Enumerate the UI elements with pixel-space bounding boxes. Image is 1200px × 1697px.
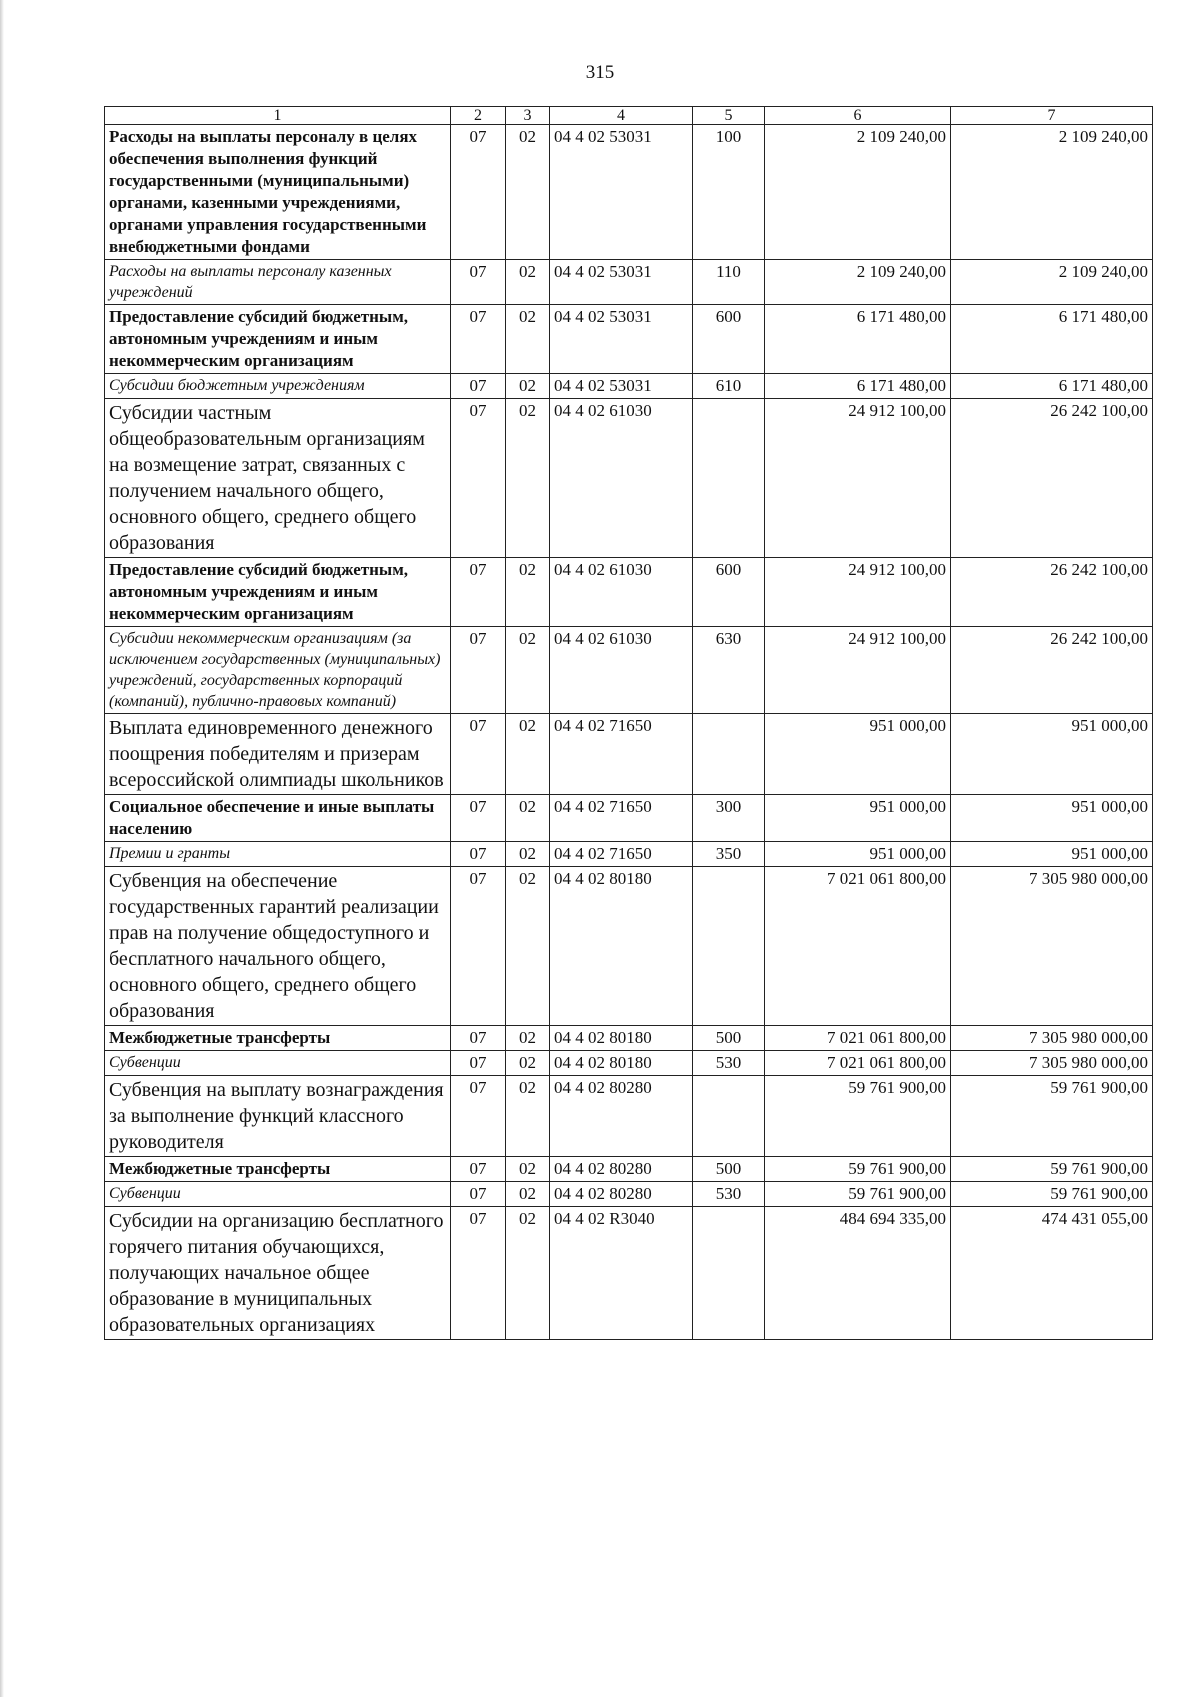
- table-row: [105, 260, 1153, 305]
- amount-year2-cell: 2 109 240,00: [951, 260, 1153, 305]
- target-article-cell: 04 4 02 71650: [550, 714, 693, 795]
- subsection-code-cell: 02: [506, 374, 550, 399]
- amount-year2-cell: 7 305 980 000,00: [951, 1051, 1153, 1076]
- subsection-code-cell: 02: [506, 867, 550, 1026]
- subsection-code-cell: 02: [506, 1182, 550, 1207]
- row-name-cell: Субсидии бюджетным учреждениям: [105, 374, 451, 399]
- section-code-cell: 07: [451, 399, 506, 558]
- budget-table: [104, 106, 1153, 1340]
- expense-type-cell: 530: [693, 1051, 765, 1076]
- subsection-code-cell: 02: [506, 1207, 550, 1340]
- section-code-cell: 07: [451, 125, 506, 260]
- expense-type-cell: 630: [693, 627, 765, 714]
- table-row: [105, 1157, 1153, 1182]
- amount-year2-cell: 2 109 240,00: [951, 125, 1153, 260]
- expense-type-cell: [693, 1076, 765, 1157]
- amount-year1-cell: 6 171 480,00: [765, 374, 951, 399]
- row-name-cell: Предоставление субсидий бюджетным, автономным учреждениям и иным некоммерческим организациям: [105, 558, 451, 627]
- table-row: [105, 867, 1153, 1026]
- subsection-code-cell: 02: [506, 1157, 550, 1182]
- section-code-cell: 07: [451, 260, 506, 305]
- row-name-cell: Предоставление субсидий бюджетным, автономным учреждениям и иным некоммерческим организациям: [105, 305, 451, 374]
- subsection-code-cell: 02: [506, 399, 550, 558]
- header-cell: 7: [951, 107, 1153, 125]
- target-article-cell: 04 4 02 71650: [550, 842, 693, 867]
- expense-type-cell: [693, 399, 765, 558]
- section-code-cell: 07: [451, 795, 506, 842]
- target-article-cell: 04 4 02 80180: [550, 1051, 693, 1076]
- row-name-cell: Субвенции: [105, 1051, 451, 1076]
- table-row: [105, 1026, 1153, 1051]
- amount-year2-cell: 59 761 900,00: [951, 1182, 1153, 1207]
- section-code-cell: 07: [451, 627, 506, 714]
- expense-type-cell: 500: [693, 1026, 765, 1051]
- table-row: [105, 305, 1153, 374]
- target-article-cell: 04 4 02 61030: [550, 627, 693, 714]
- header-cell: 5: [693, 107, 765, 125]
- target-article-cell: 04 4 02 80280: [550, 1076, 693, 1157]
- expense-type-cell: 530: [693, 1182, 765, 1207]
- column-number-header-row: [105, 107, 1153, 125]
- subsection-code-cell: 02: [506, 1076, 550, 1157]
- section-code-cell: 07: [451, 867, 506, 1026]
- section-code-cell: 07: [451, 1051, 506, 1076]
- section-code-cell: 07: [451, 558, 506, 627]
- section-code-cell: 07: [451, 1076, 506, 1157]
- section-code-cell: 07: [451, 842, 506, 867]
- subsection-code-cell: 02: [506, 627, 550, 714]
- target-article-cell: 04 4 02 80280: [550, 1182, 693, 1207]
- amount-year1-cell: 7 021 061 800,00: [765, 1051, 951, 1076]
- header-cell: 1: [105, 107, 451, 125]
- target-article-cell: 04 4 02 61030: [550, 399, 693, 558]
- row-name-cell: Субвенция на обеспечение государственных гарантий реализации прав на получение общедоступного и бесплатного начального общего, основного общего, среднего общего образования: [105, 867, 451, 1026]
- expense-type-cell: 600: [693, 305, 765, 374]
- amount-year2-cell: 6 171 480,00: [951, 374, 1153, 399]
- header-cell: 3: [506, 107, 550, 125]
- header-cell: 4: [550, 107, 693, 125]
- row-name-cell: Расходы на выплаты персоналу казенных учреждений: [105, 260, 451, 305]
- subsection-code-cell: 02: [506, 125, 550, 260]
- amount-year2-cell: 6 171 480,00: [951, 305, 1153, 374]
- target-article-cell: 04 4 02 61030: [550, 558, 693, 627]
- expense-type-cell: 350: [693, 842, 765, 867]
- amount-year2-cell: 7 305 980 000,00: [951, 867, 1153, 1026]
- row-name-cell: Субвенции: [105, 1182, 451, 1207]
- scan-edge-shadow: [0, 0, 4, 1697]
- target-article-cell: 04 4 02 53031: [550, 305, 693, 374]
- expense-type-cell: 610: [693, 374, 765, 399]
- section-code-cell: 07: [451, 1182, 506, 1207]
- expense-type-cell: [693, 714, 765, 795]
- target-article-cell: 04 4 02 53031: [550, 125, 693, 260]
- section-code-cell: 07: [451, 305, 506, 374]
- amount-year2-cell: 951 000,00: [951, 842, 1153, 867]
- expense-type-cell: [693, 867, 765, 1026]
- table-row: [105, 1182, 1153, 1207]
- table-row: [105, 627, 1153, 714]
- target-article-cell: 04 4 02 80280: [550, 1157, 693, 1182]
- expense-type-cell: 600: [693, 558, 765, 627]
- target-article-cell: 04 4 02 R3040: [550, 1207, 693, 1340]
- table-row: [105, 399, 1153, 558]
- subsection-code-cell: 02: [506, 1026, 550, 1051]
- amount-year1-cell: 59 761 900,00: [765, 1182, 951, 1207]
- subsection-code-cell: 02: [506, 714, 550, 795]
- amount-year2-cell: 59 761 900,00: [951, 1157, 1153, 1182]
- amount-year1-cell: 951 000,00: [765, 714, 951, 795]
- amount-year1-cell: 951 000,00: [765, 842, 951, 867]
- expense-type-cell: 100: [693, 125, 765, 260]
- row-name-cell: Субсидии частным общеобразовательным организациям на возмещение затрат, связанных с получением начального общего, основного общего, среднего общего образования: [105, 399, 451, 558]
- row-name-cell: Выплата единовременного денежного поощрения победителям и призерам всероссийской олимпиады школьников: [105, 714, 451, 795]
- amount-year2-cell: 951 000,00: [951, 714, 1153, 795]
- amount-year1-cell: 24 912 100,00: [765, 558, 951, 627]
- row-name-cell: Социальное обеспечение и иные выплаты населению: [105, 795, 451, 842]
- section-code-cell: 07: [451, 1026, 506, 1051]
- amount-year2-cell: 474 431 055,00: [951, 1207, 1153, 1340]
- section-code-cell: 07: [451, 714, 506, 795]
- table-row: [105, 558, 1153, 627]
- section-code-cell: 07: [451, 1207, 506, 1340]
- target-article-cell: 04 4 02 80180: [550, 867, 693, 1026]
- row-name-cell: Субсидии на организацию бесплатного горячего питания обучающихся, получающих начальное общее образование в муниципальных образовательных организациях: [105, 1207, 451, 1340]
- table-row: [105, 714, 1153, 795]
- section-code-cell: 07: [451, 1157, 506, 1182]
- expense-type-cell: 300: [693, 795, 765, 842]
- amount-year2-cell: 951 000,00: [951, 795, 1153, 842]
- table-row: [105, 1051, 1153, 1076]
- amount-year2-cell: 7 305 980 000,00: [951, 1026, 1153, 1051]
- subsection-code-cell: 02: [506, 558, 550, 627]
- target-article-cell: 04 4 02 80180: [550, 1026, 693, 1051]
- amount-year2-cell: 59 761 900,00: [951, 1076, 1153, 1157]
- row-name-cell: Субсидии некоммерческим организациям (за исключением государственных (муниципальных) учреждений, государственных корпораций (компаний), публично-правовых компаний): [105, 627, 451, 714]
- amount-year1-cell: 24 912 100,00: [765, 627, 951, 714]
- amount-year2-cell: 26 242 100,00: [951, 558, 1153, 627]
- amount-year1-cell: 59 761 900,00: [765, 1076, 951, 1157]
- expense-type-cell: 500: [693, 1157, 765, 1182]
- amount-year1-cell: 6 171 480,00: [765, 305, 951, 374]
- row-name-cell: Субвенция на выплату вознаграждения за выполнение функций классного руководителя: [105, 1076, 451, 1157]
- header-cell: 2: [451, 107, 506, 125]
- amount-year1-cell: 2 109 240,00: [765, 125, 951, 260]
- amount-year1-cell: 7 021 061 800,00: [765, 1026, 951, 1051]
- amount-year1-cell: 484 694 335,00: [765, 1207, 951, 1340]
- page-number: 315: [585, 62, 615, 83]
- amount-year1-cell: 2 109 240,00: [765, 260, 951, 305]
- table-row: [105, 374, 1153, 399]
- expense-type-cell: 110: [693, 260, 765, 305]
- row-name-cell: Премии и гранты: [105, 842, 451, 867]
- target-article-cell: 04 4 02 53031: [550, 374, 693, 399]
- table-row: [105, 795, 1153, 842]
- section-code-cell: 07: [451, 374, 506, 399]
- amount-year1-cell: 7 021 061 800,00: [765, 867, 951, 1026]
- expense-type-cell: [693, 1207, 765, 1340]
- row-name-cell: Межбюджетные трансферты: [105, 1157, 451, 1182]
- subsection-code-cell: 02: [506, 305, 550, 374]
- table-row: [105, 842, 1153, 867]
- subsection-code-cell: 02: [506, 795, 550, 842]
- table-row: [105, 1076, 1153, 1157]
- table-row: [105, 1207, 1153, 1340]
- amount-year1-cell: 24 912 100,00: [765, 399, 951, 558]
- table-row: [105, 125, 1153, 260]
- subsection-code-cell: 02: [506, 842, 550, 867]
- subsection-code-cell: 02: [506, 1051, 550, 1076]
- amount-year1-cell: 951 000,00: [765, 795, 951, 842]
- header-cell: 6: [765, 107, 951, 125]
- subsection-code-cell: 02: [506, 260, 550, 305]
- amount-year2-cell: 26 242 100,00: [951, 627, 1153, 714]
- target-article-cell: 04 4 02 53031: [550, 260, 693, 305]
- table-body: [105, 107, 1153, 1340]
- row-name-cell: Расходы на выплаты персоналу в целях обеспечения выполнения функций государственными (муниципальными) органами, казенными учреждениями, органами управления государственными внебюджетными фондами: [105, 125, 451, 260]
- target-article-cell: 04 4 02 71650: [550, 795, 693, 842]
- row-name-cell: Межбюджетные трансферты: [105, 1026, 451, 1051]
- amount-year2-cell: 26 242 100,00: [951, 399, 1153, 558]
- amount-year1-cell: 59 761 900,00: [765, 1157, 951, 1182]
